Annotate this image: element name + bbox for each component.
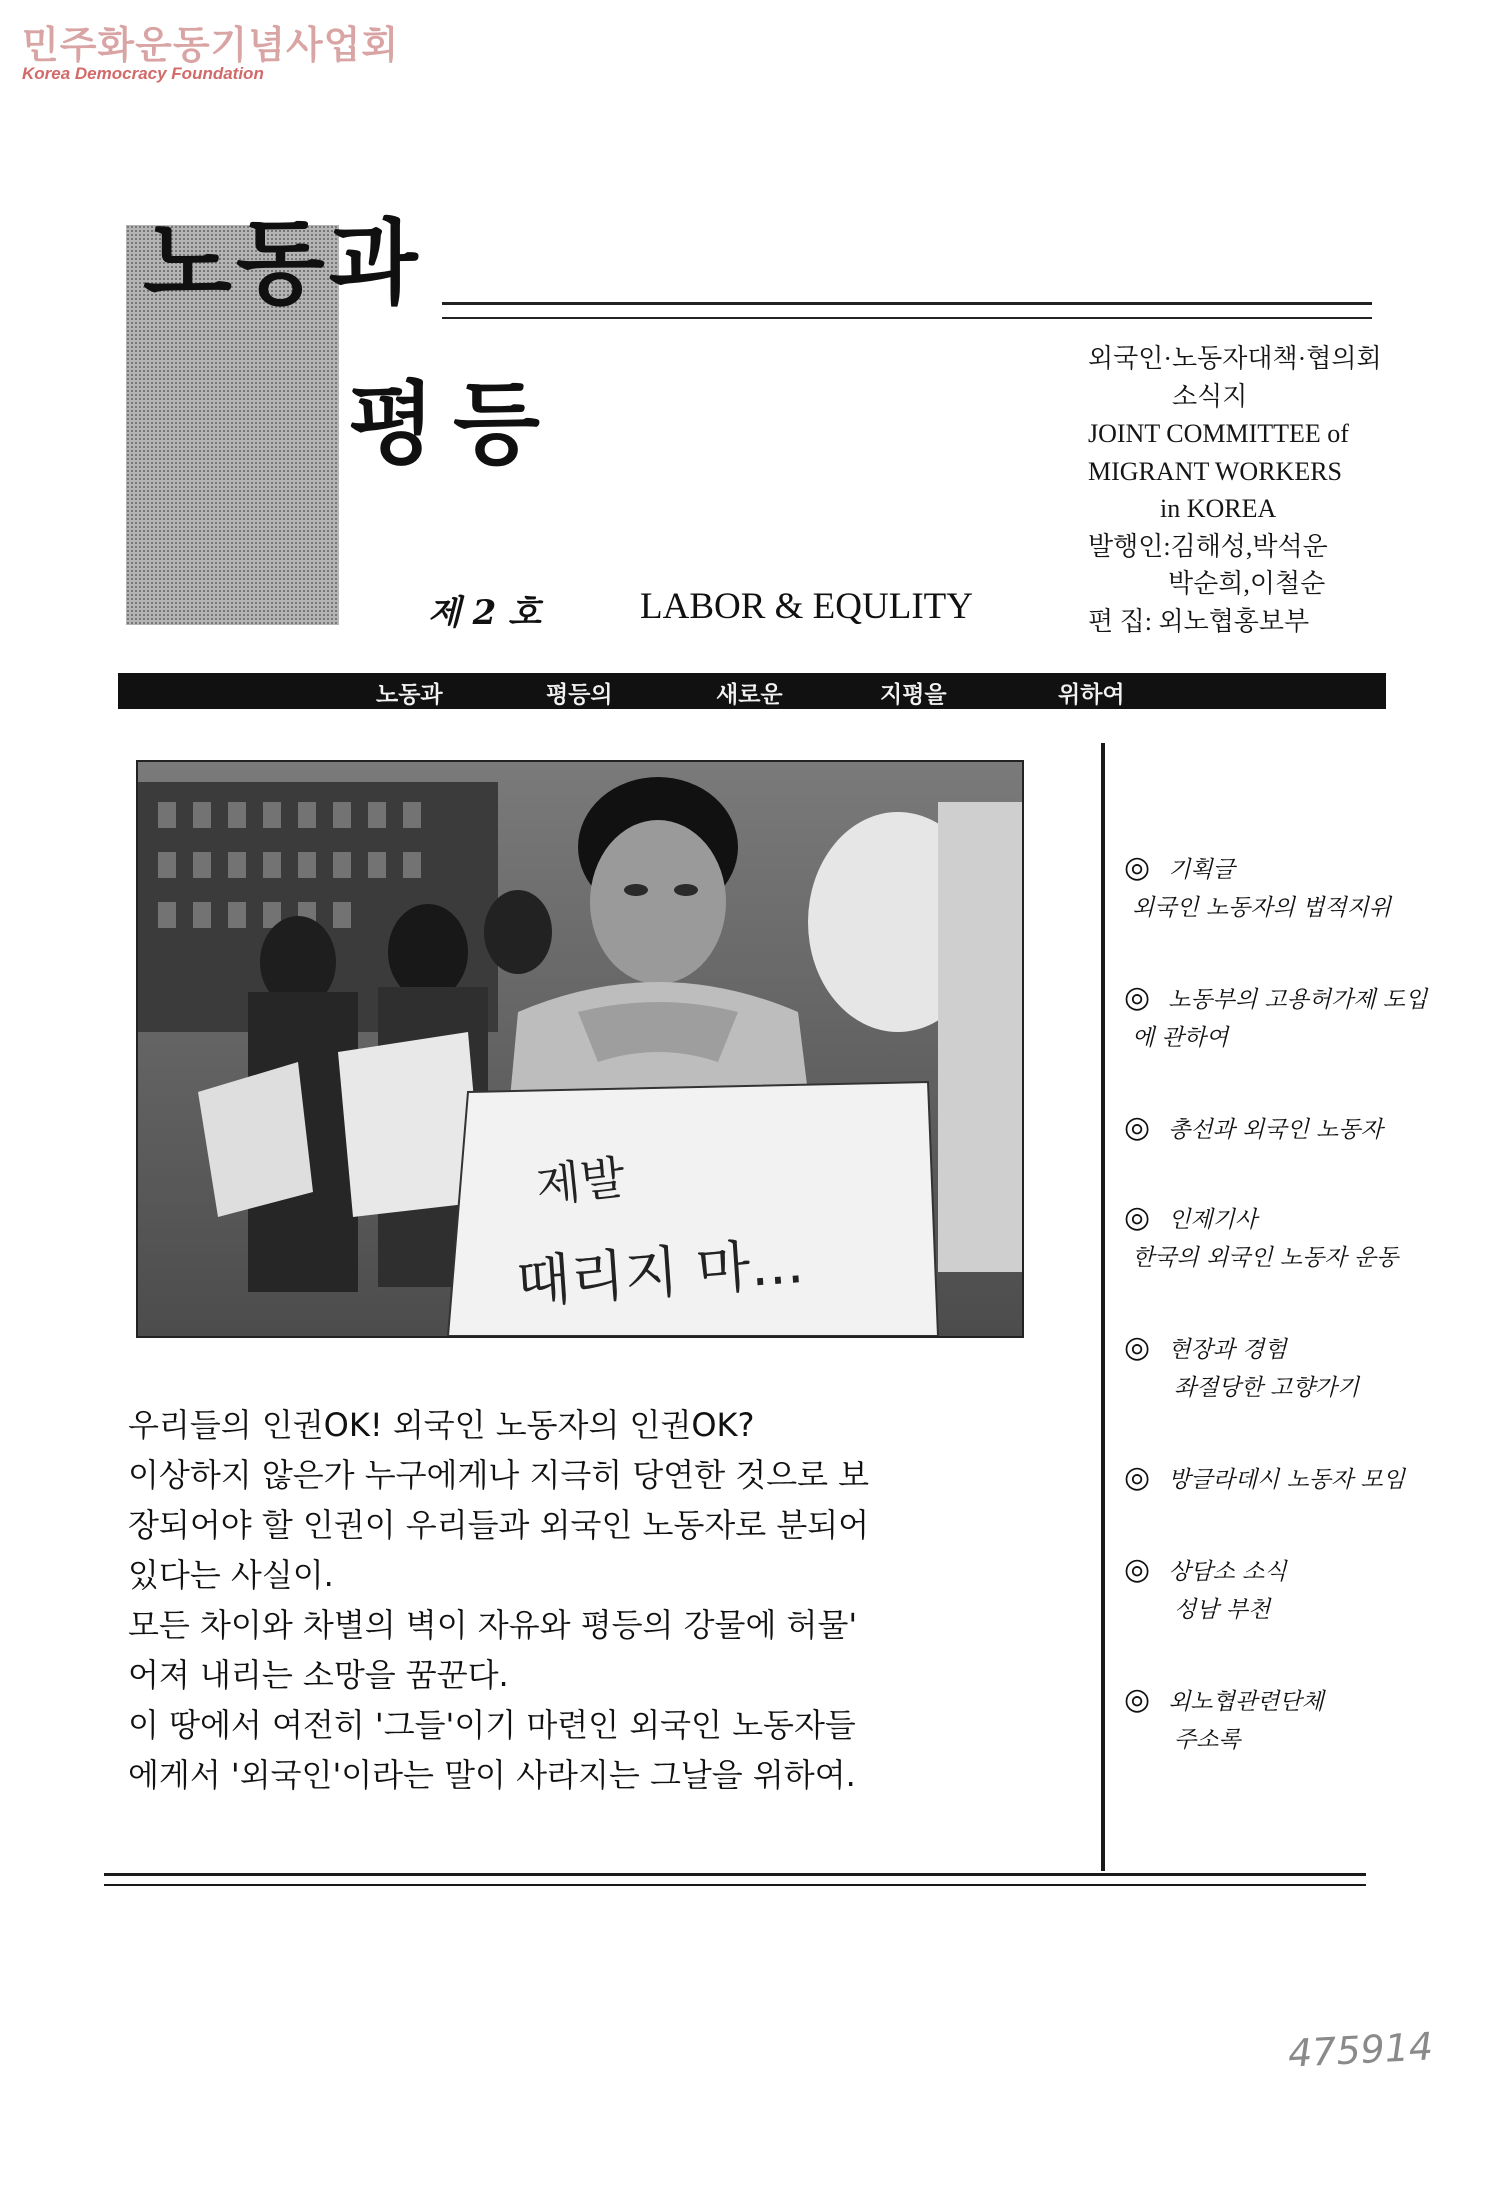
- intro-line: 우리들의 인권OK! 외국인 노동자의 인권OK?: [128, 1406, 755, 1444]
- slogan-bar: [118, 673, 1386, 709]
- protest-photo: [136, 760, 1024, 1338]
- bottom-double-rule: [104, 1873, 1366, 1886]
- title-line-2: 평등: [348, 372, 558, 477]
- intro-line: 있다는 사실이.: [128, 1556, 334, 1594]
- slogan-word: 평등의: [546, 682, 613, 708]
- toc-title: 노동부의 고용허가제 도입: [1168, 987, 1428, 1013]
- toc-title: 현장과 경험: [1168, 1337, 1287, 1363]
- publisher-line: 발행인:김해성,박석운: [1088, 531, 1328, 561]
- bullet-icon: ◎: [1124, 1200, 1151, 1235]
- intro-line: 이상하지 않은가 누구에게나 지극히 당연한 것으로 보: [128, 1456, 870, 1494]
- toc-item[interactable]: [1124, 1550, 1394, 1630]
- publisher-line: 외국인·노동자대책·협의회: [1088, 344, 1382, 373]
- publisher-info: [1088, 340, 1388, 640]
- sign-text-1: 제발: [533, 1149, 628, 1213]
- bullet-icon: ◎: [1124, 1552, 1151, 1587]
- toc-title: 방글라데시 노동자 모임: [1168, 1467, 1405, 1493]
- toc-subtitle: 좌절당한 고향가기: [1174, 1375, 1360, 1401]
- toc-item[interactable]: [1124, 1328, 1394, 1408]
- publisher-line: MIGRANT WORKERS: [1088, 456, 1343, 486]
- bullet-icon: ◎: [1124, 1460, 1151, 1495]
- toc-title: 기획글: [1168, 857, 1235, 883]
- intro-line: 어져 내리는 소망을 꿈꾼다.: [128, 1656, 509, 1694]
- toc-title: 상담소 소식: [1168, 1559, 1287, 1585]
- watermark-english: Korea Democracy Foundation: [22, 64, 264, 83]
- toc-item[interactable]: [1124, 1108, 1394, 1148]
- publisher-line: in KOREA: [1160, 494, 1277, 523]
- slogan-word: 위하여: [1058, 682, 1125, 708]
- bullet-icon: ◎: [1124, 1110, 1151, 1145]
- protest-photo-illustration: [138, 762, 1022, 1336]
- column-divider: [1101, 743, 1105, 1871]
- publisher-line: 박순희,이철순: [1168, 569, 1326, 598]
- toc-subtitle: 한국의 외국인 노동자 운동: [1132, 1245, 1399, 1271]
- intro-line: 에게서 '외국인'이라는 말이 사라지는 그날을 위하여.: [128, 1756, 856, 1794]
- publisher-line: 편 집: 외노협홍보부: [1088, 606, 1310, 636]
- slogan-word: 지평을: [880, 682, 947, 708]
- toc-subtitle: 주소록: [1174, 1727, 1241, 1753]
- toc-subtitle: 에 관하여: [1132, 1025, 1229, 1051]
- intro-line: 이 땅에서 여전히 '그들'이기 마련인 외국인 노동자들: [128, 1706, 856, 1744]
- bullet-icon: ◎: [1124, 980, 1151, 1015]
- intro-line: 장되어야 할 인권이 우리들과 외국인 노동자로 분되어: [128, 1506, 870, 1544]
- toc-subtitle: 외국인 노동자의 법적지위: [1132, 895, 1392, 921]
- issue-english-title: LABOR & EQULITY: [640, 586, 973, 627]
- bullet-icon: ◎: [1124, 850, 1151, 885]
- handwritten-note: 475914: [1286, 2024, 1435, 2076]
- sign-text-2: 때리지 마...: [514, 1231, 806, 1316]
- bullet-icon: ◎: [1124, 1682, 1151, 1717]
- watermark-korean: 민주화운동기념사업회: [22, 23, 400, 67]
- issue-number: 제 2 호: [428, 593, 542, 633]
- toc-title: 인제기사: [1168, 1207, 1258, 1233]
- title-double-rule: [442, 302, 1372, 319]
- toc-subtitle: 성남 부천: [1174, 1597, 1271, 1623]
- title-line-1: 노동과: [143, 210, 422, 317]
- toc-item[interactable]: [1124, 1198, 1399, 1278]
- intro-paragraph: [128, 1400, 1028, 1800]
- toc-item[interactable]: [1124, 1458, 1405, 1498]
- toc-title: 외노협관련단체: [1168, 1689, 1324, 1715]
- publisher-line: 소식지: [1172, 381, 1248, 411]
- toc-item[interactable]: [1124, 978, 1428, 1058]
- toc-item[interactable]: [1124, 848, 1394, 928]
- publisher-line: JOINT COMMITTEE of: [1088, 419, 1349, 448]
- bullet-icon: ◎: [1124, 1330, 1151, 1365]
- slogan-word: 노동과: [376, 682, 443, 708]
- toc-title: 총선과 외국인 노동자: [1168, 1117, 1383, 1143]
- intro-line: 모든 차이와 차별의 벽이 자유와 평등의 강물에 허물': [128, 1606, 858, 1644]
- toc-item[interactable]: [1124, 1680, 1394, 1760]
- slogan-word: 새로운: [716, 682, 783, 708]
